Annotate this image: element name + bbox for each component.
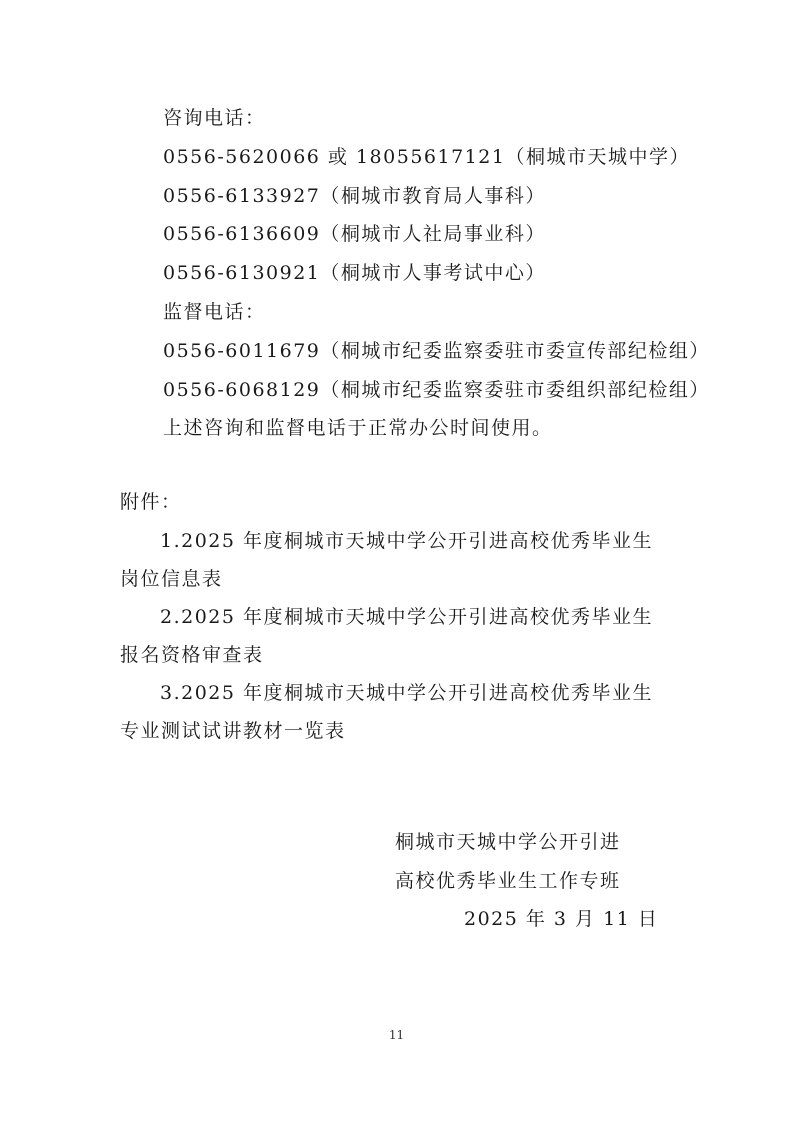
consult-phone: 0556-6130921（桐城市人事考试中心） <box>163 262 546 284</box>
attachments-heading: 附件： <box>120 491 182 513</box>
signature-org-line1: 桐城市天城中学公开引进 <box>395 831 621 853</box>
supervise-phone: 0556-6011679（桐城市纪委监察委驻市委宣传部纪检组） <box>163 340 710 362</box>
signature-date: 2025 年 3 月 11 日 <box>464 908 659 930</box>
attachment-item-line2: 报名资格审查表 <box>120 644 264 666</box>
consult-phone: 0556-5620066 或 18055617121（桐城市天城中学） <box>163 146 690 168</box>
consult-phone: 0556-6133927（桐城市教育局人事科） <box>163 185 546 207</box>
attachment-item-line2: 岗位信息表 <box>120 568 223 590</box>
consult-heading: 咨询电话： <box>163 107 266 129</box>
attachment-item-line1: 2.2025 年度桐城市天城中学公开引进高校优秀毕业生 <box>160 606 654 628</box>
attachment-item-line2: 专业测试试讲教材一览表 <box>120 720 346 742</box>
consult-phone: 0556-6136609（桐城市人社局事业科） <box>163 223 546 245</box>
supervise-heading: 监督电话： <box>163 301 266 323</box>
page-number: 11 <box>388 1028 405 1042</box>
attachment-item-line1: 1.2025 年度桐城市天城中学公开引进高校优秀毕业生 <box>160 530 654 552</box>
supervise-phone: 0556-6068129（桐城市纪委监察委驻市委组织部纪检组） <box>163 379 710 401</box>
attachment-item-line1: 3.2025 年度桐城市天城中学公开引进高校优秀毕业生 <box>160 682 654 704</box>
signature-org-line2: 高校优秀毕业生工作专班 <box>395 870 621 892</box>
supervise-note: 上述咨询和监督电话于正常办公时间使用。 <box>163 417 553 439</box>
